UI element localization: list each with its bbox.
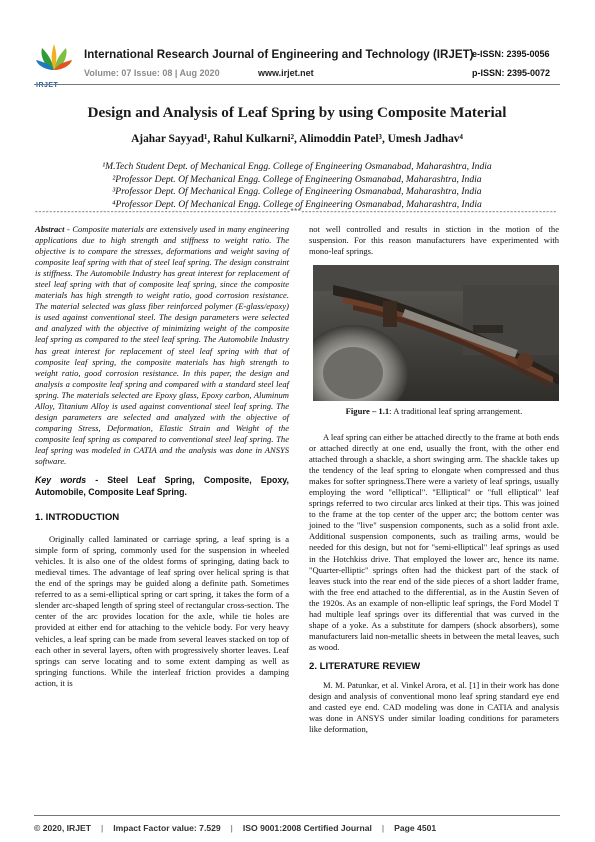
footer-iso: ISO 9001:2008 Certified Journal (242, 823, 372, 833)
left-column (35, 224, 289, 689)
paper-title: Design and Analysis of Leaf Spring by using Composite Material (87, 104, 507, 121)
section-divider: -----------------------------------------------------------------------***----------------------------------------------------------------------- (34, 208, 557, 217)
page-footer: © 2020, IRJET | Impact Factor value: 7.529 | ISO 9001:2008 Certified Journal | Page 4501 (34, 823, 437, 833)
volume-issue: Volume: 07 Issue: 08 | Aug 2020 (84, 68, 220, 78)
keywords-label: Key words (35, 475, 87, 486)
author-list: Ajahar Sayyad¹, Rahul Kulkarni², Alimoddin Patel³, Umesh Jadhav⁴ (131, 133, 463, 145)
logo-leaves-icon (36, 44, 72, 70)
introduction-text: Originally called laminated or carriage spring, a leaf spring is a simple form of spring, commonly used for the suspension in wheeled vehicles. It is also one of the oldest forms of springing, dating back to medieval times. The advantage of leaf spring over helical spring is that the end of the springs may be guided along a definite path. Sometimes referred to as a semi-elliptical spring or cart spring, it takes the form of a slender arc-shaped length of spring steel of rectangular cross-section. The center of the arc provides location for the axle, while tie holes are provided at either end for attaching to the vehicle body. For very heavy vehicles, a leaf spring can be made from several leaves stacked on top of each other in several layers, often with progressively shorter leaves. Leaf springs can serve locating and to some extent damping as well as springing functions. While the interleaf friction provides a damping action, it is (35, 534, 289, 688)
irjet-logo (34, 42, 74, 86)
right-column-top (309, 224, 559, 257)
literature-review-text: M. M. Patunkar, et al. Vinkel Arora, et al. [1] in their work has done design and analysis of conventional mono leaf spring standard eye end and casted eye end. CAD modeling was done in CATIA and analysis was done in ANSYS under similar loading conditions for parameters like deformation, (309, 679, 559, 735)
abstract (35, 224, 289, 467)
section-heading-literature-review: 2. LITERATURE REVIEW (309, 660, 421, 672)
footer-page-number: Page 4501 (394, 823, 437, 833)
affiliation-2: ²Professor Dept. Of Mechanical Engg. College of Engineering Osmanabad, Maharashtra, India (112, 173, 482, 185)
keywords-text: - Steel Leaf Spring, Composite, Epoxy, Automobile, Composite Leaf Spring. (35, 475, 289, 497)
abstract-label: Abstract - (35, 224, 73, 234)
logo-wordmark: IRJET (36, 82, 59, 89)
keywords (35, 475, 289, 498)
right-column-body (309, 432, 559, 735)
header-rule (34, 84, 560, 85)
footer-rule (34, 815, 560, 816)
abstract-text: Composite materials are extensively used in many engineering applications due to high strength and stiffness to weight ratio. The objective is to compare the stresses, deformations and weight saving of composite leaf spring with that of steel leaf spring. The design constraint is stiffness. The Automobile Industry has great interest for replacement of steel leaf spring with that of composite leaf spring, since the composite materials has high strength to weight ratio, good corrosion resistance. The material selected was glass fiber reinforced polymer (E-glass/epoxy) is used against conventional steel. The design parameters were selected and analyzed with the objective of minimizing weight of the composite leaf spring as compared to the steel leaf spring. The Automobile Industry has great interest for replacement of steel leaf spring with that of composite leaf spring, the composite materials has high strength to weight ratio, good corrosion resistance. In this paper, the design and analysis a composite leaf spring and compared with a standard steel leaf spring. The materials selected are Epoxy glass, Epoxy carbon, Aluminum Alloy, Titanium Alloy is used against conventional steel leaf spring. The design parameters are selected and analyzed with the objective of comparing Stress, Deformation, Elastic Strain and Weight of the composite leaf spring as compared to conventional steel leaf spring. The leaf spring was modeled in CATIA and the analysis was done in ANSYS software. (35, 224, 289, 466)
affiliation-4: ⁴Professor Dept. Of Mechanical Engg. College of Engineering Osmanabad, Maharashtra, India (112, 198, 482, 210)
footer-copyright: © 2020, IRJET (34, 823, 91, 833)
figure-label: Figure – 1.1 (345, 406, 390, 416)
section-heading-introduction: 1. INTRODUCTION (35, 512, 120, 524)
affiliation-3: ³Professor Dept. Of Mechanical Engg. College of Engineering Osmanabad, Maharashtra, India (112, 186, 482, 197)
leaf-spring-photo (313, 265, 559, 401)
journal-url[interactable]: www.irjet.net (258, 68, 314, 78)
p-issn: p-ISSN: 2395-0072 (472, 68, 551, 78)
figure-caption (309, 406, 559, 416)
footer-impact-factor: Impact Factor value: 7.529 (113, 823, 221, 833)
leaf-spring-text: A leaf spring can either be attached directly to the frame at both ends or attached directly at one end, usually the front, with the other end attached through a shackle, a short swinging arm. The shackle takes up the tendency of the leaf spring to elongate when compressed and thus makes for softer springness.There were a variety of leaf springs, usually employing the word "elliptical". "Elliptical" or "full elliptical" leaf springs referred to two circular arcs linked at their tips. This was joined to the frame at the top center of the upper arc; the bottom center was joined to the "live" suspension components, such as a solid front axle. Additional suspension components, such as trailing arms, would be needed for this design, but not for "semi-elliptical" leaf springs as used in the Hotchkiss drive. That employed the lower arc, hence its name. "Quarter-elliptic" springs often had the thickest part of the stack of leaves stuck into the rear end of the side pieces of a short ladder frame, with the free end attached to the differential, as in the Austin Seven of the 1920s. As an example of non-elliptic leaf springs, the Ford Model T had multiple leaf springs over its differential that was curved in the shape of a yoke. As a substitute for dampers (shock absorbers), some manufacturers laid non-metallic sheets in between the metal leaves, such as wood. (309, 432, 559, 652)
figure-caption-text: : A traditional leaf spring arrangement. (389, 406, 523, 416)
intro-continued-text: not well controlled and results in stiction in the motion of the suspension. For this reason manufacturers have experimented with mono-leaf springs. (309, 224, 559, 257)
affiliation-1: ¹M.Tech Student Dept. of Mechanical Engg. College of Engineering Osmanabad, Maharashtra, India (102, 161, 492, 172)
journal-name: International Research Journal of Engineering and Technology (IRJET) (84, 48, 474, 61)
e-issn: e-ISSN: 2395-0056 (472, 49, 550, 59)
